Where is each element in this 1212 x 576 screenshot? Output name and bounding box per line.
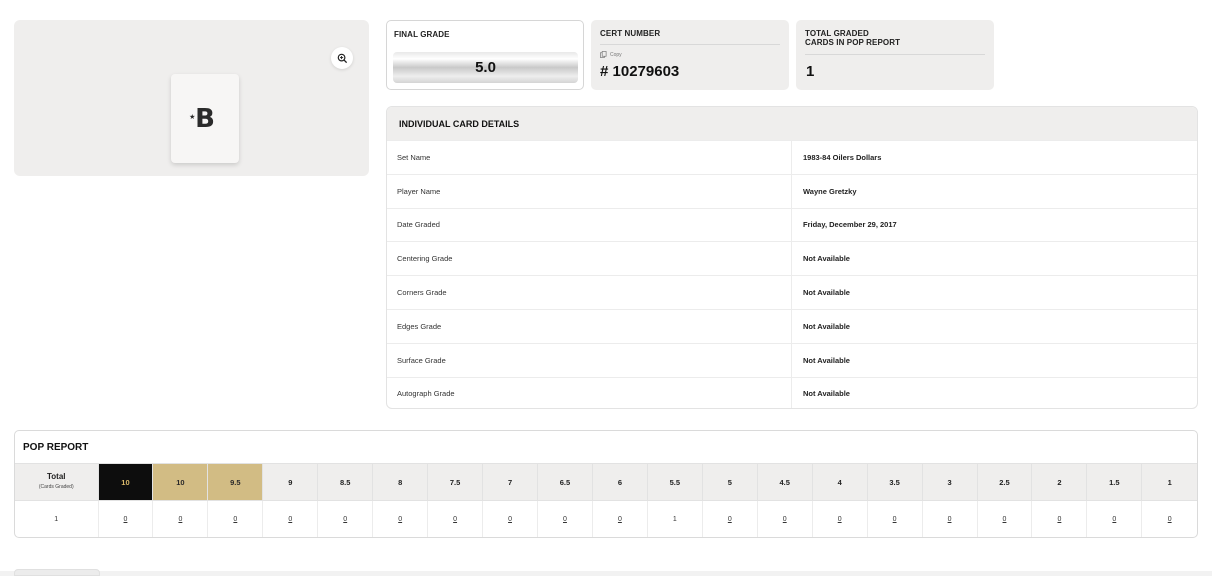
- pop-count-link[interactable]: 0: [483, 501, 538, 539]
- detail-row: [387, 343, 1197, 377]
- grade-header: 8.5: [318, 464, 373, 501]
- pop-count-link[interactable]: 0: [428, 501, 483, 539]
- detail-row: [387, 140, 1197, 174]
- final-grade-value: 5.0: [393, 52, 578, 83]
- grade-header: 1: [1142, 464, 1197, 501]
- card-details-title: INDIVIDUAL CARD DETAILS: [387, 107, 1197, 140]
- pop-count-link[interactable]: 0: [1142, 501, 1197, 539]
- logo-letter: B: [195, 103, 215, 134]
- copy-label: Copy: [610, 51, 622, 58]
- total-graded-value: 1: [806, 63, 815, 80]
- pop-count-link[interactable]: 0: [1087, 501, 1142, 539]
- brand-logo: [189, 103, 215, 134]
- card-details-table: [386, 106, 1198, 409]
- detail-label: Corners Grade: [387, 276, 792, 309]
- detail-label: Autograph Grade: [387, 378, 792, 409]
- grade-header: 5.5: [647, 464, 702, 501]
- grade-header: 9: [263, 464, 318, 501]
- final-grade-box: [386, 20, 584, 90]
- grade-header: 8: [373, 464, 428, 501]
- grade-header: 3: [922, 464, 977, 501]
- grade-header: 3.5: [867, 464, 922, 501]
- detail-value: Not Available: [803, 254, 850, 264]
- pop-count-link[interactable]: 0: [977, 501, 1032, 539]
- pop-count: 1: [647, 501, 702, 539]
- detail-value: Not Available: [803, 355, 850, 365]
- pop-count-link[interactable]: 0: [318, 501, 373, 539]
- total-graded-box: [796, 20, 994, 90]
- detail-row: [387, 208, 1197, 242]
- pop-count-link[interactable]: 0: [153, 501, 208, 539]
- zoom-in-icon: [337, 53, 348, 64]
- grade-header: 5: [702, 464, 757, 501]
- grade-header-black-label: 10: [98, 464, 153, 501]
- detail-label: Edges Grade: [387, 310, 792, 343]
- detail-row: [387, 377, 1197, 409]
- grade-header: 1.5: [1087, 464, 1142, 501]
- cert-number-box: [591, 20, 789, 90]
- footer-tab[interactable]: [14, 569, 100, 576]
- pop-count-row: [15, 501, 1197, 539]
- grade-header: 2.5: [977, 464, 1032, 501]
- grade-header: 4: [812, 464, 867, 501]
- grade-header: 6.5: [538, 464, 593, 501]
- logo-star-icon: ★: [189, 112, 196, 121]
- pop-count-link[interactable]: 0: [263, 501, 318, 539]
- pop-count-link[interactable]: 0: [702, 501, 757, 539]
- detail-value: 1983-84 Oilers Dollars: [803, 152, 882, 162]
- detail-value: Friday, December 29, 2017: [803, 220, 897, 230]
- detail-label: Centering Grade: [387, 242, 792, 275]
- divider: [805, 54, 985, 55]
- detail-value: Not Available: [803, 321, 850, 331]
- divider: [600, 44, 780, 45]
- detail-value: Not Available: [803, 389, 850, 399]
- card-image-panel: [14, 20, 369, 176]
- grade-header: 4.5: [757, 464, 812, 501]
- pop-count-link[interactable]: 0: [757, 501, 812, 539]
- pop-grade-header-row: [15, 464, 1197, 501]
- grade-header: 6: [592, 464, 647, 501]
- detail-label: Set Name: [387, 141, 792, 174]
- grade-header: 7.5: [428, 464, 483, 501]
- grade-header-gold-label: 10: [153, 464, 208, 501]
- total-graded-label-line1: TOTAL GRADED: [805, 29, 869, 38]
- copy-icon: [600, 51, 607, 58]
- grade-header: 9.5: [208, 464, 263, 501]
- pop-count-link[interactable]: 0: [812, 501, 867, 539]
- pop-count-link[interactable]: 0: [208, 501, 263, 539]
- detail-value: Wayne Gretzky: [803, 186, 857, 196]
- zoom-button[interactable]: [331, 47, 353, 69]
- total-graded-label-line2: CARDS IN POP REPORT: [805, 38, 901, 47]
- detail-row: [387, 275, 1197, 309]
- pop-total-sublabel: (Cards Graded): [38, 484, 74, 490]
- pop-count-link[interactable]: 0: [592, 501, 647, 539]
- final-grade-label: FINAL GRADE: [394, 30, 450, 39]
- detail-label: Player Name: [387, 175, 792, 208]
- detail-value: Not Available: [803, 288, 850, 298]
- detail-row: [387, 241, 1197, 275]
- detail-label: Surface Grade: [387, 344, 792, 377]
- pop-total-value: 1: [15, 501, 98, 539]
- detail-label: Date Graded: [387, 209, 792, 242]
- grade-header: 7: [483, 464, 538, 501]
- copy-button[interactable]: [600, 51, 622, 58]
- pop-count-link[interactable]: 0: [538, 501, 593, 539]
- pop-count-link[interactable]: 0: [1032, 501, 1087, 539]
- card-thumbnail[interactable]: [171, 74, 239, 163]
- pop-count-link[interactable]: 0: [922, 501, 977, 539]
- pop-report-table: [15, 463, 1197, 538]
- pop-total-label: Total: [46, 472, 66, 481]
- cert-number-value: # 10279603: [600, 63, 680, 80]
- grade-header: 2: [1032, 464, 1087, 501]
- pop-count-link[interactable]: 0: [98, 501, 153, 539]
- pop-count-link[interactable]: 0: [867, 501, 922, 539]
- pop-report-title: POP REPORT: [23, 441, 89, 453]
- detail-row: [387, 174, 1197, 208]
- pop-report: [14, 430, 1198, 538]
- cert-number-label: CERT NUMBER: [600, 29, 661, 38]
- pop-count-link[interactable]: 0: [373, 501, 428, 539]
- detail-row: [387, 309, 1197, 343]
- footer-strip: [0, 571, 1212, 576]
- pop-total-header: [15, 464, 98, 501]
